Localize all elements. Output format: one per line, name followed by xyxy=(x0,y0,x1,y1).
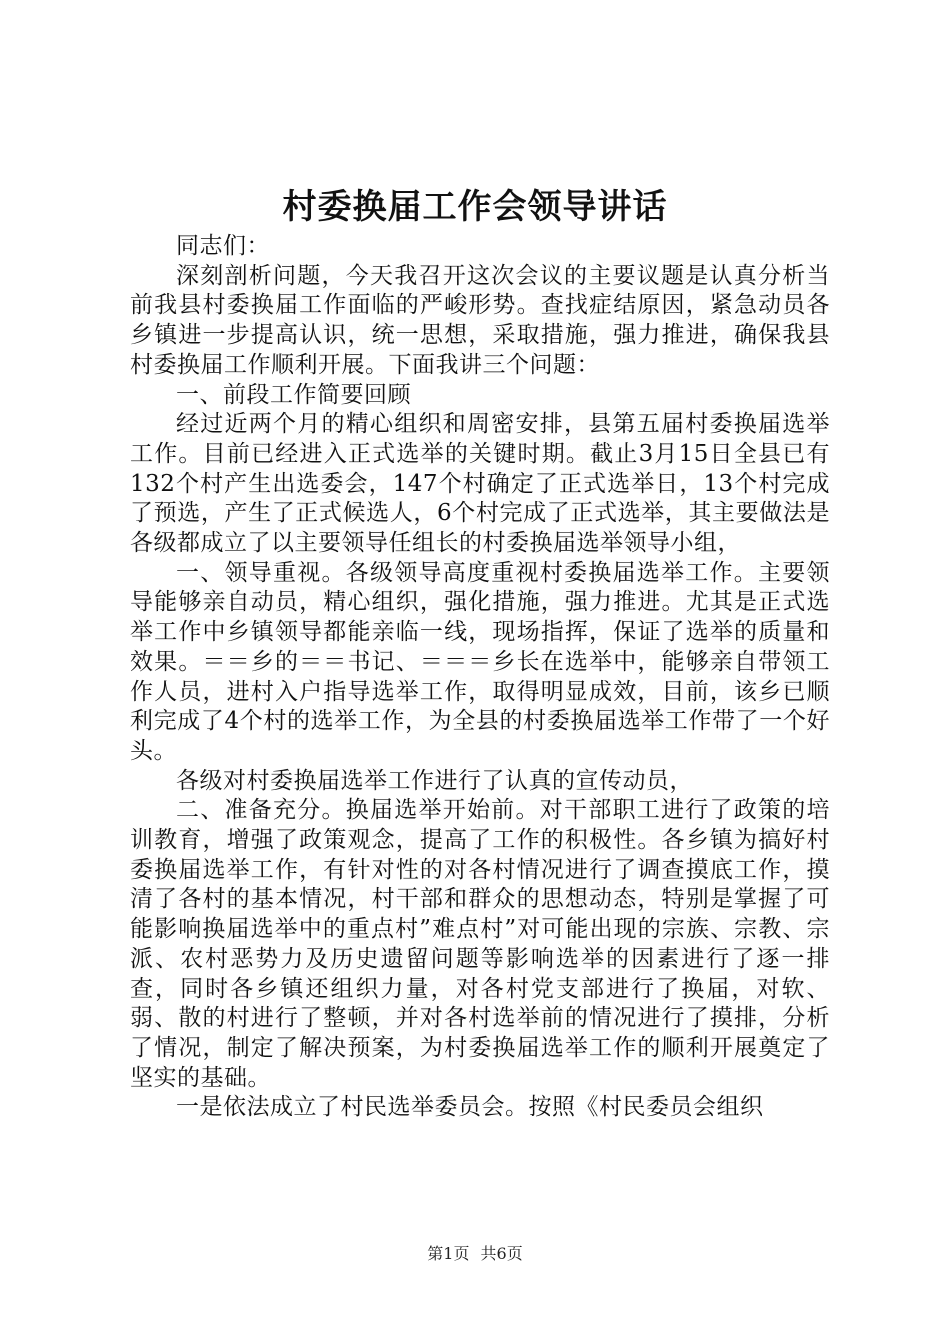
paragraph-publicity: 各级对村委换届选举工作进行了认真的宣传动员， xyxy=(176,767,693,794)
page-number: 第1页 xyxy=(427,1244,470,1263)
page-footer xyxy=(0,1242,950,1266)
section-heading-1: 一、前段工作简要回顾 xyxy=(176,381,411,408)
paragraph-leadership: 一、领导重视。各级领导高度重视村委换届选举工作。主要领导能够亲自动员，精心组织，强化措施，强力推进。尤其是正式选举工作中乡镇领导都能亲临一线，现场指挥，保证了选举的质量和效果。＝＝乡的＝＝书记、＝＝＝乡长在选举中，能够亲自带领工作人员，进村入户指导选举工作，取得明显成效，目前，该乡已顺利完成了4个村的选举工作，为全县的村委换届选举工作带了一个好头。 xyxy=(130,559,830,764)
paragraph-preparation: 二、准备充分。换届选举开始前。对干部职工进行了政策的培训教育，增强了政策观念，提高了工作的积极性。各乡镇为搞好村委换届选举工作，有针对性的对各村情况进行了调查摸底工作，摸清了各村的基本情况，村干部和群众的思想动态，特别是掌握了可能影响换届选举中的重点村”难点村”对可能出现的宗族、宗教、宗派、农村恶势力及历史遗留问题等影响选举的因素进行了逐一排查，同时各乡镇还组织力量，对各村党支部进行了换届，对软、弱、散的村进行了整顿，并对各村选举前的情况进行了摸排，分析了情况，制定了解决预案，为村委换届选举工作的顺利开展奠定了坚实的基础。 xyxy=(130,797,830,1091)
document-body xyxy=(130,232,830,1123)
paragraph-election-committee: 一是依法成立了村民选举委员会。按照《村民委员会组织 xyxy=(176,1094,764,1121)
paragraph-intro: 深刻剖析问题，今天我召开这次会议的主要议题是认真分析当前我县村委换届工作面临的严峻形势。查找症结原因，紧急动员各乡镇进一步提高认识，统一思想，采取措施，强力推进，确保我县村委换届工作顺利开展。下面我讲三个问题： xyxy=(130,262,830,378)
paragraph-progress: 经过近两个月的精心组织和周密安排，县第五届村委换届选举工作。目前已经进入正式选举的关键时期。截止3月15日全县已有132个村产生出选委会，147个村确定了正式选举日，13个村完成了预选，产生了正式候选人，6个村完成了正式选举，其主要做法是各级都成立了以主要领导任组长的村委换届选举领导小组， xyxy=(130,411,830,557)
page-total: 共6页 xyxy=(480,1244,523,1263)
salutation: 同志们： xyxy=(176,233,270,259)
document-title: 村委换届工作会领导讲话 xyxy=(282,187,668,227)
